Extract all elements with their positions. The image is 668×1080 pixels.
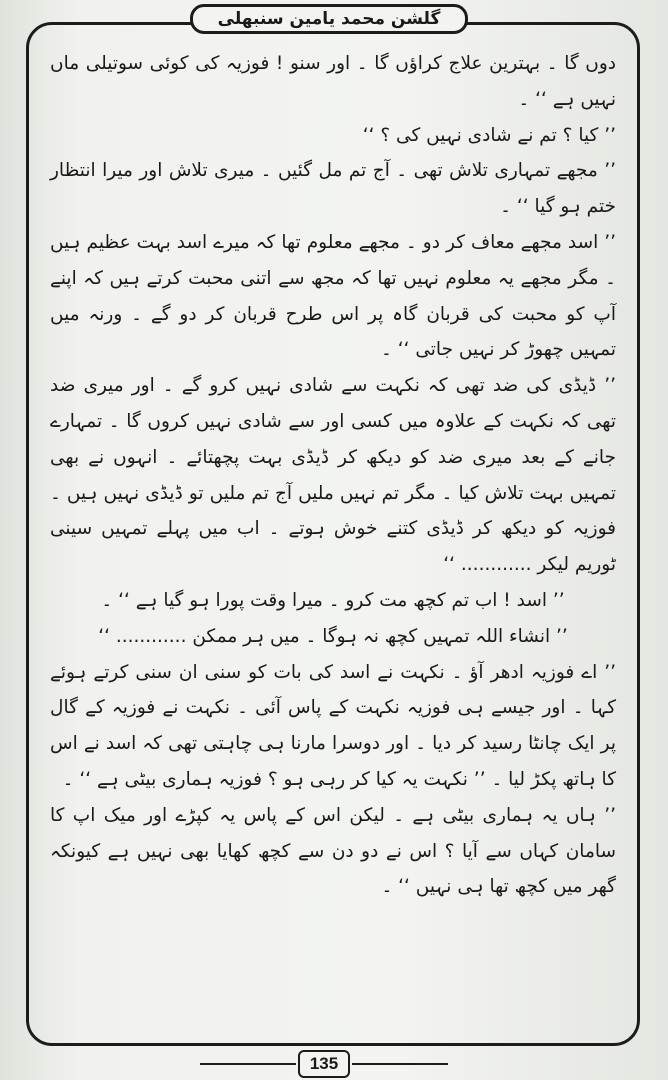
paragraph: ’’ ڈیڈی کی ضد تھی کہ نکہت سے شادی نہیں کرو گے ۔ اور میری ضد تھی کہ نکہت کے علاوہ میں کسی اور سے شادی نہیں کروں گا ۔ تمہارے جانے کے بعد میری ضد کو دیکھ کر ڈیڈی بہت پچھتائے ۔ انہوں نے بھی تمہیں بہت تلاش کیا ۔ مگر تم نہیں ملیں آج تم ملیں تو ڈیڈی نہیں ہیں ۔ فوزیہ کو دیکھ کر ڈیڈی کتنے خوش ہوتے ۔ اب میں پہلے تمہیں سینی ٹوریم لیکر ............ ‘‘ bbox=[50, 375, 616, 576]
paragraph: دوں گا ۔ بہترین علاج کراؤں گا ۔ اور سنو ! فوزیہ کی کوئی سوتیلی ماں نہیں ہے ‘‘ ۔ bbox=[50, 53, 616, 110]
story-text bbox=[50, 46, 616, 1036]
footer-rule-right bbox=[352, 1063, 448, 1065]
paragraph: ’’ انشاء اللہ تمہیں کچھ نہ ہوگا ۔ میں ہر ممکن ............ ‘‘ bbox=[98, 625, 568, 647]
footer-rule-left bbox=[200, 1063, 296, 1065]
page-number-text: 135 bbox=[309, 1054, 339, 1073]
paragraph: ’’ کیا ؟ تم نے شادی نہیں کی ؟ ‘‘ bbox=[362, 124, 616, 146]
header-title: گلشن محمد یامین سنبھلی bbox=[217, 9, 441, 29]
paragraph: ’’ اے فوزیہ ادھر آؤ ۔ نکہت نے اسد کی بات کو سنی ان سنی کرتے ہوئے کہا ۔ اور جیسے ہی فوزیہ نکہت کے پاس آئی ۔ نکہت نے فوزیہ کے گال پر ایک چانٹا رسید کر دیا ۔ اور دوسرا مارنا ہی چاہتی تھی کہ اسد نے اس کا ہاتھ پکڑ لیا ۔ ’’ نکہت یہ کیا کر رہی ہو ؟ فوزیہ ہماری بیٹی ہے ‘‘ ۔ bbox=[50, 661, 616, 790]
running-header bbox=[190, 4, 468, 34]
paragraph: ’’ مجھے تمہاری تلاش تھی ۔ آج تم مل گئیں ۔ میری تلاش اور میرا انتظار ختم ہو گیا ‘‘ ۔ bbox=[50, 160, 616, 218]
page-number bbox=[298, 1050, 350, 1078]
paragraph: ’’ اسد مجھے معاف کر دو ۔ مجھے معلوم تھا کہ میرے اسد بہت عظیم ہیں ۔ مگر مجھے یہ معلوم نہیں تھا کہ مجھ سے اتنی محبت کرتے ہیں کہ اپنے آپ کو محبت کی قربان گاہ پر اس طرح قربان کر دو گے ۔ ورنہ میں تمہیں چھوڑ کر نہیں جاتی ‘‘ ۔ bbox=[50, 231, 616, 361]
paragraph: ’’ اسد ! اب تم کچھ مت کرو ۔ میرا وقت پورا ہو گیا ہے ‘‘ ۔ bbox=[101, 589, 565, 611]
paragraph: ’’ ہاں یہ ہماری بیٹی ہے ۔ لیکن اس کے پاس یہ کپڑے اور میک اپ کا سامان کہاں سے آیا ؟ اس نے دو دن سے کچھ کھایا بھی نہیں ہے کیونکہ گھر میں کچھ تھا ہی نہیں ‘‘ ۔ bbox=[50, 804, 616, 898]
